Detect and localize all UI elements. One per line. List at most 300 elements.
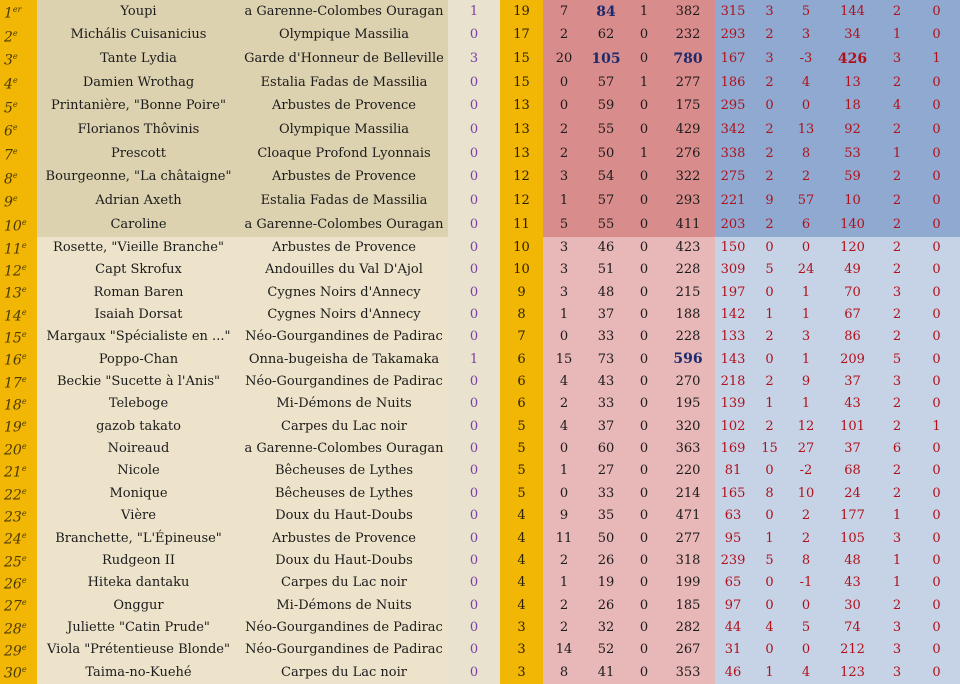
rank-cell: 27e	[0, 594, 37, 616]
stat-c11: 2	[881, 393, 913, 415]
stat-c8: 0	[751, 281, 788, 303]
stat-c2: 3	[500, 661, 543, 683]
player-name: Monique	[37, 483, 240, 505]
stat-c9: 4	[788, 661, 824, 683]
stat-c2: 4	[500, 527, 543, 549]
stat-c4: 35	[585, 505, 627, 527]
stat-c12: 0	[913, 371, 960, 393]
stat-c3: 2	[543, 594, 585, 616]
stat-c9: 2	[788, 166, 824, 190]
player-name: Viola "Prétentieuse Blonde"	[37, 639, 240, 661]
stat-c3: 11	[543, 527, 585, 549]
stat-c1: 1	[469, 3, 479, 19]
stat-c9: 1	[788, 281, 824, 303]
stat-c11: 2	[881, 460, 913, 482]
stat-c1: 0	[469, 74, 479, 90]
stat-c6: 780	[661, 47, 715, 71]
stat-c4: 26	[585, 594, 627, 616]
stat-c2: 12	[500, 189, 543, 213]
stat-c9: 1	[788, 393, 824, 415]
rank-cell: 14e	[0, 304, 37, 326]
stat-c12: 0	[913, 142, 960, 166]
stat-c11: 6	[881, 438, 913, 460]
stat-c3: 1	[543, 304, 585, 326]
stat-c11: 3	[881, 661, 913, 683]
stat-c4: 55	[585, 118, 627, 142]
stat-c9: 0	[788, 95, 824, 119]
team-name: Néo-Gourgandines de Padirac	[240, 639, 448, 661]
stat-c7: 81	[715, 460, 751, 482]
stat-c4: 84	[585, 0, 627, 24]
stat-c4: 52	[585, 639, 627, 661]
stat-c5: 1	[627, 0, 661, 24]
stat-c1: 0	[469, 284, 479, 300]
stat-c1: 0	[469, 262, 479, 278]
stat-c12: 0	[913, 550, 960, 572]
stat-c8: 1	[751, 304, 788, 326]
stat-c5: 0	[627, 550, 661, 572]
stat-c2: 7	[500, 326, 543, 348]
stat-c8: 2	[751, 166, 788, 190]
stat-c9: 13	[788, 118, 824, 142]
stat-c3: 1	[543, 460, 585, 482]
stat-c8: 15	[751, 438, 788, 460]
team-name: Doux du Haut-Doubs	[240, 505, 448, 527]
rank-cell: 22e	[0, 483, 37, 505]
stat-c6: 423	[661, 237, 715, 259]
stat-c3: 1	[543, 189, 585, 213]
stat-c11: 1	[881, 550, 913, 572]
stat-c6: 277	[661, 71, 715, 95]
stat-c1: 0	[469, 216, 479, 232]
team-name: Néo-Gourgandines de Padirac	[240, 326, 448, 348]
team-name: Carpes du Lac noir	[240, 415, 448, 437]
stat-c7: 63	[715, 505, 751, 527]
rank-cell: 3e	[0, 47, 37, 71]
stat-c2: 5	[500, 483, 543, 505]
stat-c2: 6	[500, 348, 543, 370]
stat-c7: 309	[715, 259, 751, 281]
stat-c3: 14	[543, 639, 585, 661]
stat-c1: 0	[469, 374, 479, 390]
rank-cell: 25e	[0, 550, 37, 572]
stat-c5: 0	[627, 47, 661, 71]
team-name: Olympique Massilia	[240, 24, 448, 48]
stat-c10: 48	[824, 550, 881, 572]
player-name: Roman Baren	[37, 281, 240, 303]
table-row	[0, 0, 960, 24]
table-row	[0, 24, 960, 48]
stat-c4: 73	[585, 348, 627, 370]
stat-c4: 62	[585, 24, 627, 48]
stat-c3: 15	[543, 348, 585, 370]
stat-c12: 0	[913, 118, 960, 142]
player-name: Hiteka dantaku	[37, 572, 240, 594]
stat-c12: 0	[913, 71, 960, 95]
stat-c3: 0	[543, 438, 585, 460]
stat-c4: 33	[585, 326, 627, 348]
stat-c5: 0	[627, 505, 661, 527]
stat-c8: 5	[751, 550, 788, 572]
stat-c11: 5	[881, 348, 913, 370]
stat-c6: 282	[661, 617, 715, 639]
stat-c12: 0	[913, 572, 960, 594]
rank-cell: 29e	[0, 639, 37, 661]
stat-c8: 1	[751, 393, 788, 415]
table-row	[0, 213, 960, 237]
table-row	[0, 639, 960, 661]
stat-c3: 0	[543, 95, 585, 119]
stat-c5: 0	[627, 483, 661, 505]
stat-c4: 57	[585, 71, 627, 95]
player-name: Isaiah Dorsat	[37, 304, 240, 326]
stat-c12: 0	[913, 639, 960, 661]
team-name: Cygnes Noirs d'Annecy	[240, 304, 448, 326]
team-name: Cloaque Profond Lyonnais	[240, 142, 448, 166]
stat-c9: -1	[788, 572, 824, 594]
stat-c9: 4	[788, 71, 824, 95]
stat-c12: 0	[913, 348, 960, 370]
stat-c7: 218	[715, 371, 751, 393]
stat-c12: 0	[913, 0, 960, 24]
stat-c8: 4	[751, 617, 788, 639]
stat-c1: 0	[469, 597, 479, 613]
stat-c5: 0	[627, 661, 661, 683]
stat-c5: 0	[627, 189, 661, 213]
stat-c3: 2	[543, 617, 585, 639]
rank-cell: 2e	[0, 24, 37, 48]
stat-c10: 37	[824, 371, 881, 393]
stat-c7: 165	[715, 483, 751, 505]
team-name: Néo-Gourgandines de Padirac	[240, 617, 448, 639]
stat-c4: 48	[585, 281, 627, 303]
stat-c9: -3	[788, 47, 824, 71]
player-name: Vière	[37, 505, 240, 527]
stat-c3: 1	[543, 572, 585, 594]
stat-c2: 5	[500, 415, 543, 437]
stat-c1: 0	[469, 575, 479, 591]
stat-c12: 1	[913, 47, 960, 71]
stat-c11: 3	[881, 617, 913, 639]
stat-c8: 0	[751, 594, 788, 616]
stat-c7: 342	[715, 118, 751, 142]
stat-c6: 220	[661, 460, 715, 482]
table-row	[0, 47, 960, 71]
stat-c9: -2	[788, 460, 824, 482]
stat-c12: 0	[913, 460, 960, 482]
stat-c3: 3	[543, 166, 585, 190]
stat-c10: 70	[824, 281, 881, 303]
stat-c11: 2	[881, 189, 913, 213]
rank-cell: 21e	[0, 460, 37, 482]
stat-c2: 12	[500, 166, 543, 190]
team-name: Carpes du Lac noir	[240, 661, 448, 683]
stat-c11: 2	[881, 259, 913, 281]
stat-c5: 0	[627, 617, 661, 639]
stat-c10: 34	[824, 24, 881, 48]
stat-c8: 0	[751, 237, 788, 259]
stat-c7: 293	[715, 24, 751, 48]
team-name: a Garenne-Colombes Ouragan	[240, 0, 448, 24]
stat-c11: 2	[881, 71, 913, 95]
stat-c5: 1	[627, 71, 661, 95]
team-name: Olympique Massilia	[240, 118, 448, 142]
player-name: Noireaud	[37, 438, 240, 460]
stat-c7: 167	[715, 47, 751, 71]
stat-c1: 0	[469, 552, 479, 568]
stat-c5: 0	[627, 393, 661, 415]
stat-c10: 59	[824, 166, 881, 190]
stat-c10: 144	[824, 0, 881, 24]
player-name: Tante Lydia	[37, 47, 240, 71]
stat-c12: 0	[913, 166, 960, 190]
rank-cell: 23e	[0, 505, 37, 527]
stat-c9: 9	[788, 371, 824, 393]
stat-c12: 0	[913, 95, 960, 119]
stat-c7: 338	[715, 142, 751, 166]
stat-c6: 382	[661, 0, 715, 24]
rank-cell: 20e	[0, 438, 37, 460]
stat-c7: 169	[715, 438, 751, 460]
stat-c1: 0	[469, 530, 479, 546]
stat-c5: 0	[627, 259, 661, 281]
stat-c4: 32	[585, 617, 627, 639]
stat-c5: 0	[627, 281, 661, 303]
stat-c4: 37	[585, 304, 627, 326]
stat-c5: 0	[627, 371, 661, 393]
team-name: Arbustes de Provence	[240, 237, 448, 259]
stat-c4: 57	[585, 189, 627, 213]
stat-c5: 0	[627, 572, 661, 594]
stat-c10: 123	[824, 661, 881, 683]
rank-cell: 4e	[0, 71, 37, 95]
stat-c9: 3	[788, 24, 824, 48]
stat-c9: 0	[788, 639, 824, 661]
player-name: gazob takato	[37, 415, 240, 437]
team-name: Garde d'Honneur de Belleville	[240, 47, 448, 71]
stat-c6: 276	[661, 142, 715, 166]
stat-c6: 471	[661, 505, 715, 527]
stat-c10: 177	[824, 505, 881, 527]
stat-c5: 1	[627, 142, 661, 166]
player-name: Onggur	[37, 594, 240, 616]
stat-c6: 175	[661, 95, 715, 119]
stat-c7: 186	[715, 71, 751, 95]
stat-c2: 17	[500, 24, 543, 48]
stat-c11: 1	[881, 24, 913, 48]
stat-c7: 139	[715, 393, 751, 415]
team-name: Mi-Démons de Nuits	[240, 594, 448, 616]
stat-c9: 10	[788, 483, 824, 505]
stat-c6: 353	[661, 661, 715, 683]
stat-c4: 59	[585, 95, 627, 119]
stat-c1: 0	[469, 508, 479, 524]
stat-c9: 1	[788, 304, 824, 326]
stat-c1: 0	[469, 664, 479, 680]
stat-c8: 9	[751, 189, 788, 213]
player-name: Poppo-Chan	[37, 348, 240, 370]
table-row	[0, 661, 960, 683]
player-name: Capt Skrofux	[37, 259, 240, 281]
stat-c10: 43	[824, 572, 881, 594]
rank-cell: 30e	[0, 661, 37, 683]
stat-c8: 2	[751, 326, 788, 348]
stat-c12: 0	[913, 326, 960, 348]
stat-c10: 212	[824, 639, 881, 661]
stat-c6: 293	[661, 189, 715, 213]
stat-c1: 0	[469, 306, 479, 322]
stat-c6: 232	[661, 24, 715, 48]
stat-c12: 0	[913, 237, 960, 259]
stat-c1: 0	[469, 396, 479, 412]
team-name: Cygnes Noirs d'Annecy	[240, 281, 448, 303]
table-row	[0, 572, 960, 594]
stat-c3: 4	[543, 371, 585, 393]
stat-c2: 5	[500, 460, 543, 482]
table-row	[0, 95, 960, 119]
stat-c5: 0	[627, 213, 661, 237]
stat-c6: 214	[661, 483, 715, 505]
rank-cell: 17e	[0, 371, 37, 393]
table-row	[0, 304, 960, 326]
rank-cell: 5e	[0, 95, 37, 119]
stat-c12: 0	[913, 594, 960, 616]
team-name: Bêcheuses de Lythes	[240, 483, 448, 505]
stat-c4: 33	[585, 393, 627, 415]
stat-c2: 8	[500, 304, 543, 326]
stat-c2: 13	[500, 118, 543, 142]
stat-c2: 4	[500, 572, 543, 594]
stat-c5: 0	[627, 166, 661, 190]
stat-c9: 8	[788, 142, 824, 166]
team-name: Arbustes de Provence	[240, 166, 448, 190]
stat-c5: 0	[627, 24, 661, 48]
rank-cell: 1er	[0, 0, 37, 24]
stat-c6: 411	[661, 213, 715, 237]
stat-c5: 0	[627, 438, 661, 460]
stat-c11: 3	[881, 371, 913, 393]
stat-c7: 203	[715, 213, 751, 237]
stat-c10: 43	[824, 393, 881, 415]
stat-c1: 1	[469, 351, 479, 367]
stat-c8: 0	[751, 572, 788, 594]
stat-c9: 5	[788, 617, 824, 639]
stat-c7: 197	[715, 281, 751, 303]
team-name: Onna-bugeisha de Takamaka	[240, 348, 448, 370]
stat-c3: 2	[543, 142, 585, 166]
stat-c1: 0	[469, 463, 479, 479]
stat-c11: 2	[881, 0, 913, 24]
stat-c11: 1	[881, 142, 913, 166]
stat-c12: 0	[913, 304, 960, 326]
stat-c2: 13	[500, 142, 543, 166]
stat-c10: 10	[824, 189, 881, 213]
stat-c2: 4	[500, 594, 543, 616]
stat-c11: 1	[881, 572, 913, 594]
stat-c8: 2	[751, 213, 788, 237]
stat-c5: 0	[627, 639, 661, 661]
stat-c12: 0	[913, 483, 960, 505]
rank-cell: 16e	[0, 348, 37, 370]
stat-c10: 209	[824, 348, 881, 370]
table-row	[0, 527, 960, 549]
stat-c4: 33	[585, 483, 627, 505]
stat-c6: 267	[661, 639, 715, 661]
stat-c7: 239	[715, 550, 751, 572]
stat-c10: 101	[824, 415, 881, 437]
stat-c11: 4	[881, 95, 913, 119]
stat-c8: 0	[751, 460, 788, 482]
stat-c5: 0	[627, 460, 661, 482]
table-row	[0, 237, 960, 259]
stat-c1: 0	[469, 169, 479, 185]
rank-cell: 9e	[0, 189, 37, 213]
stat-c4: 50	[585, 142, 627, 166]
player-name: Damien Wrothag	[37, 71, 240, 95]
stat-c2: 4	[500, 550, 543, 572]
stat-c11: 2	[881, 326, 913, 348]
stat-c8: 2	[751, 71, 788, 95]
stat-c4: 46	[585, 237, 627, 259]
team-name: Estalia Fadas de Massilia	[240, 189, 448, 213]
stat-c3: 2	[543, 118, 585, 142]
stat-c4: 41	[585, 661, 627, 683]
stat-c3: 5	[543, 213, 585, 237]
stat-c10: 53	[824, 142, 881, 166]
stat-c2: 6	[500, 393, 543, 415]
stat-c11: 2	[881, 594, 913, 616]
stat-c11: 2	[881, 237, 913, 259]
stat-c7: 44	[715, 617, 751, 639]
player-name: Juliette "Catin Prude"	[37, 617, 240, 639]
stat-c3: 20	[543, 47, 585, 71]
stat-c8: 1	[751, 661, 788, 683]
table-row	[0, 393, 960, 415]
player-name: Rosette, "Vieille Branche"	[37, 237, 240, 259]
stat-c7: 97	[715, 594, 751, 616]
stat-c10: 426	[824, 47, 881, 71]
table-row	[0, 371, 960, 393]
stat-c3: 2	[543, 550, 585, 572]
stat-c1: 0	[469, 145, 479, 161]
player-name: Taima-no-Kuehé	[37, 661, 240, 683]
stat-c11: 2	[881, 118, 913, 142]
stat-c5: 0	[627, 415, 661, 437]
stat-c5: 0	[627, 118, 661, 142]
stat-c10: 37	[824, 438, 881, 460]
stat-c2: 10	[500, 259, 543, 281]
stat-c12: 0	[913, 527, 960, 549]
stat-c8: 0	[751, 505, 788, 527]
rank-cell: 12e	[0, 259, 37, 281]
table-row	[0, 617, 960, 639]
stat-c11: 2	[881, 166, 913, 190]
stat-c2: 15	[500, 47, 543, 71]
stat-c2: 9	[500, 281, 543, 303]
rank-cell: 26e	[0, 572, 37, 594]
table-row	[0, 438, 960, 460]
stat-c3: 4	[543, 415, 585, 437]
team-name: a Garenne-Colombes Ouragan	[240, 213, 448, 237]
player-name: Teleboge	[37, 393, 240, 415]
stat-c3: 0	[543, 326, 585, 348]
stat-c4: 50	[585, 527, 627, 549]
table-row	[0, 415, 960, 437]
stat-c8: 1	[751, 527, 788, 549]
stat-c1: 0	[469, 122, 479, 138]
table-row	[0, 71, 960, 95]
stat-c9: 27	[788, 438, 824, 460]
